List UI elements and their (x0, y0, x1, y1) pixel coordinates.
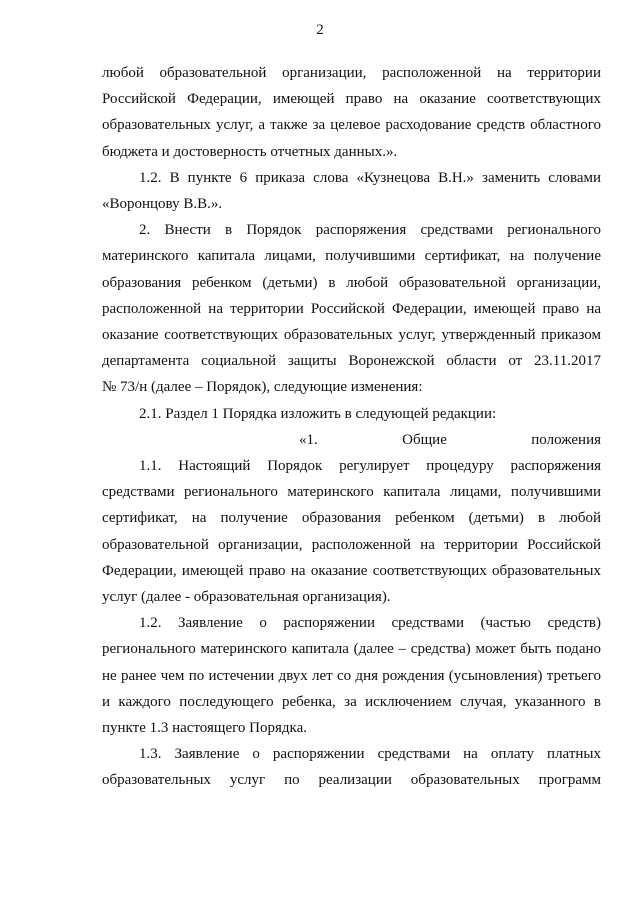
text-line: бюджета и достоверность отчетных данных.». (102, 143, 398, 160)
text-line: 2.1. Раздел 1 Порядка изложить в следующей редакции: (139, 405, 497, 422)
text-line: регионального материнского капитала (далее – средства) может быть подано (102, 641, 601, 658)
text-line: средствами регионального материнского капитала лицами, получившими (102, 484, 601, 501)
paragraph-1-2-statement (102, 610, 601, 741)
text-line: департамента социальной защиты Воронежской области от 23.11.2017 (102, 353, 601, 370)
text-line: «Воронцову В.В.». (102, 196, 223, 213)
text-line: не ранее чем по истечении двух лет со дня рождения (усыновления) третьего (102, 667, 601, 684)
document-body (102, 60, 601, 794)
section-heading (102, 427, 601, 453)
text-line: 2. Внести в Порядок распоряжения средствами регионального (139, 222, 601, 239)
text-line: 1.2. Заявление о распоряжении средствами (частью средств) (139, 615, 601, 632)
text-line: 1.3. Заявление о распоряжении средствами на оплату платных (139, 746, 601, 763)
text-line: 1.1. Настоящий Порядок регулирует процедуру распоряжения (139, 458, 601, 475)
text-line: оказание соответствующих образовательных услуг, утвержденный приказом (102, 327, 601, 344)
text-line: Российской Федерации, имеющей право на оказание соответствующих (102, 91, 601, 108)
text-line: расположенной на территории Российской Федерации, имеющей право на (102, 300, 601, 317)
text-line: № 73/н (далее – Порядок), следующие изменения: (102, 379, 423, 396)
text-line: материнского капитала лицами, получившими сертификат, на получение (102, 248, 601, 265)
text-line: пункте 1.3 настоящего Порядка. (102, 720, 307, 737)
text-line: услуг (далее - образовательная организация). (102, 589, 391, 606)
text-line: 1.2. В пункте 6 приказа слова «Кузнецова В.Н.» заменить словами (139, 169, 601, 186)
text-line: образовательных услуг, а также за целевое расходование средств областного (102, 117, 601, 134)
text-line: сертификат, на получение образования ребенком (детьми) в любой (102, 510, 601, 527)
text-line: любой образовательной организации, расположенной на территории (102, 65, 601, 81)
paragraph-1-3 (102, 741, 601, 793)
text-line: образовательных услуг по реализации образовательных программ (102, 772, 601, 789)
page-number: 2 (316, 22, 324, 38)
heading-text: «1. Общие положения (299, 431, 601, 448)
text-line: образования ребенком (детьми) в любой образовательной организации, (102, 274, 601, 291)
paragraph-1-2 (102, 165, 601, 217)
paragraph-2-1 (102, 401, 601, 427)
text-line: образовательной организации, расположенной на территории Российской (102, 536, 601, 553)
text-line: Федерации, имеющей право на оказание соответствующих образовательных (102, 562, 601, 579)
paragraph-2 (102, 217, 601, 400)
paragraph-continuation (102, 60, 601, 165)
paragraph-1-1 (102, 453, 601, 610)
text-line: и каждого последующего ребенка, за исключением случая, указанного в (102, 693, 601, 710)
